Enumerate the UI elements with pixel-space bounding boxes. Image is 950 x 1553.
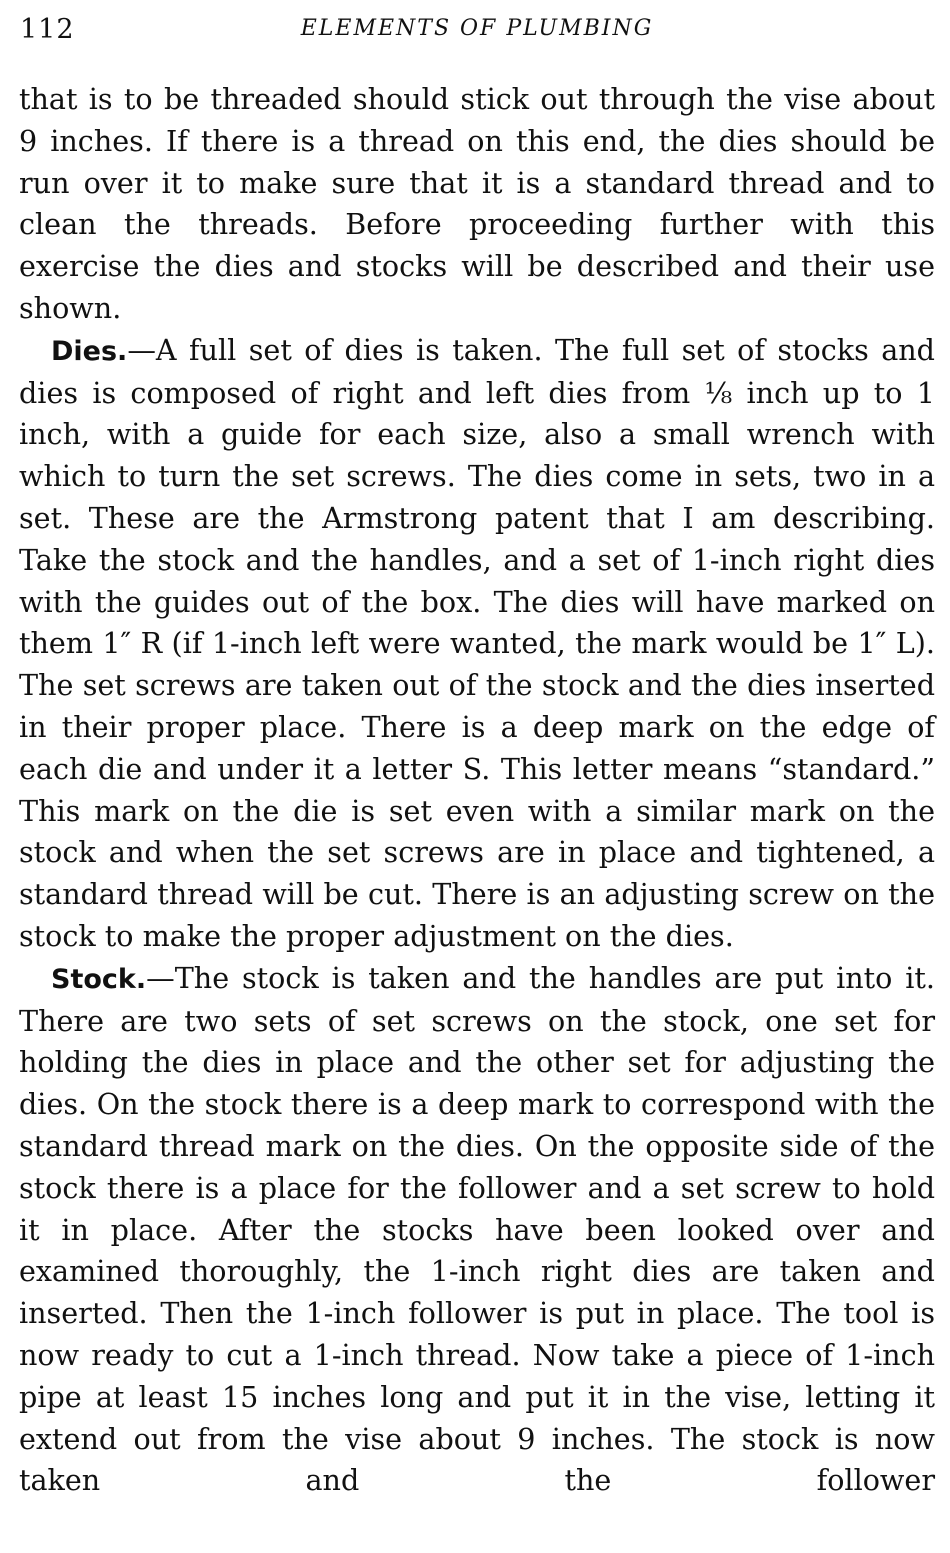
- paragraph-text: —A full set of dies is taken. The full set of stocks and dies is composed of right and left dies from ⅛ inch up to 1 inch, with a guide for each size, also a small wrench with which to turn the set screws. The dies come in sets, two in a set. These are the Armstrong patent that I am describing. Take the stock and the handles, and a set of 1-inch right dies with the guides out of the box. The dies will have marked on them 1″ R (if 1-inch left were wanted, the mark would be 1″ L). The set screws are taken out of the stock and the dies inserted in their proper place. There is a deep mark on the edge of each die and under it a letter S. This letter means “standard.” This mark on the die is set even with a similar mark on the stock and when the set screws are in place and tightened, a standard thread will be cut. There is an adjusting screw on the stock to make the proper adjustment on the dies.: [19, 332, 935, 953]
- page-header: [20, 14, 934, 48]
- paragraph-continuation: [19, 79, 935, 330]
- paragraph-stock: [19, 958, 935, 1502]
- running-title: ELEMENTS OF PLUMBING: [300, 16, 654, 41]
- paragraph-text: —The stock is taken and the handles are put into it. There are two sets of set screws on the stock, one set for holding the dies in place and the other set for adjusting the dies. On the stock there is a deep mark to correspond with the standard thread mark on the dies. On the opposite side of the stock there is a place for the follower and a set screw to hold it in place. After the stocks have been looked over and examined thoroughly, the 1-inch right dies are taken and inserted. Then the 1-inch follower is put in place. The tool is now ready to cut a 1-inch thread. Now take a piece of 1-inch pipe at least 15 inches long and put it in the vise, letting it extend out from the vise about 9 inches. The stock is now taken and the follower: [19, 960, 935, 1498]
- paragraph-text: that is to be threaded should stick out through the vise about 9 inches. If there is a thread on this end, the dies should be run over it to make sure that it is a standard thread and to clean the threads. Before proceeding further with this exercise the dies and stocks will be described and their use shown.: [19, 82, 935, 325]
- section-heading-dies: Dies.: [51, 335, 128, 367]
- section-heading-stock: Stock.: [51, 963, 147, 995]
- page-number: 112: [20, 14, 75, 45]
- page-body: [19, 79, 935, 1502]
- paragraph-dies: [19, 330, 935, 958]
